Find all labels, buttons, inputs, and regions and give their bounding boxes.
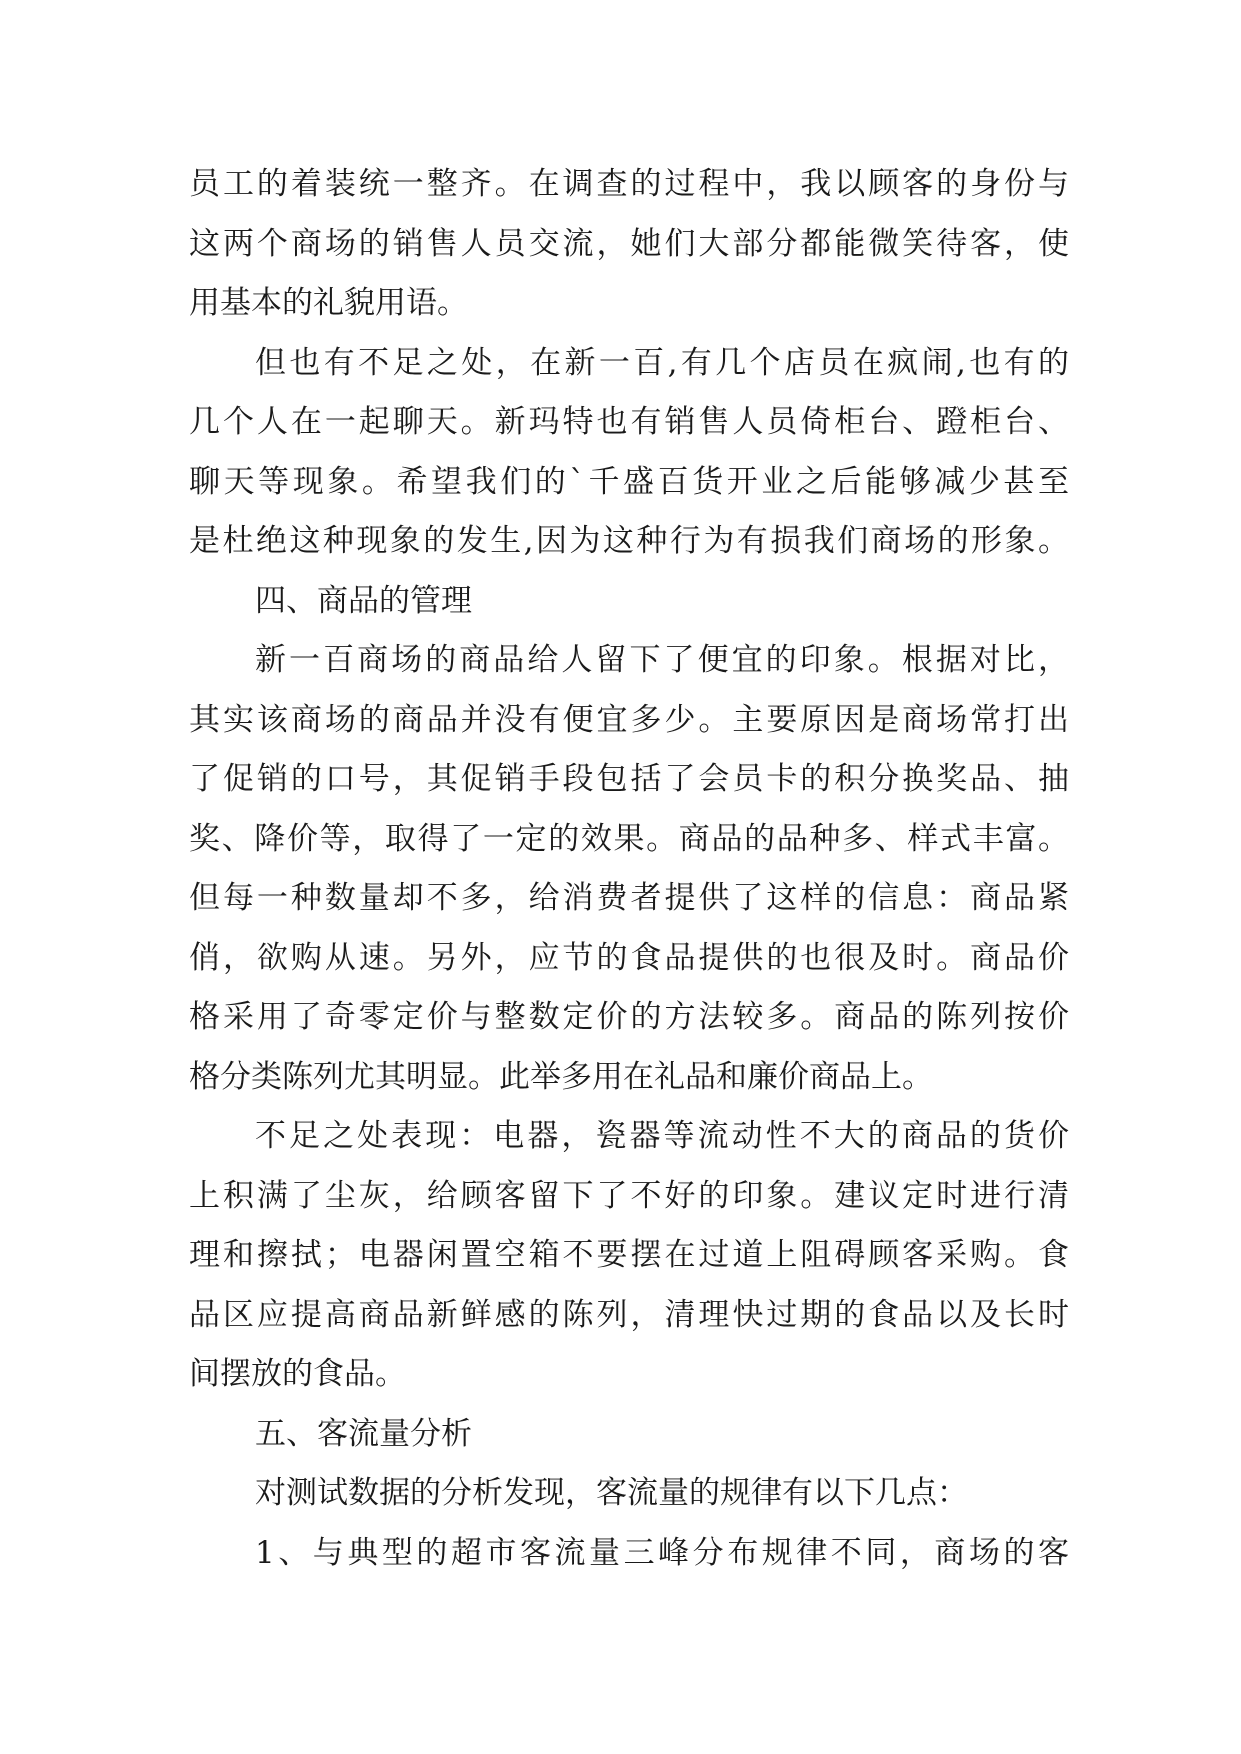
text-line: 几个人在一起聊天。新玛特也有销售人员倚柜台、蹬柜台、 [189,404,1069,440]
text-line: 用基本的礼貌用语。 [189,285,468,321]
text-line: 新一百商场的商品给人留下了便宜的印象。根据对比， [255,642,1069,678]
text-line: 格分类陈列尤其明显。此举多用在礼品和廉价商品上。 [189,1058,933,1095]
text-line: 对测试数据的分析发现，客流量的规律有以下几点： [255,1475,968,1511]
text-line: 不足之处表现：电器，瓷器等流动性不大的商品的货价 [255,1118,1069,1154]
text-line: 1、与典型的超市客流量三峰分布规律不同，商场的客 [255,1534,1069,1571]
text-line: 俏，欲购从速。另外，应节的食品提供的也很及时。商品价 [189,939,1069,976]
text-line: 但每一种数量却不多，给消费者提供了这样的信息：商品紧 [189,880,1069,916]
document-body [189,155,1069,1583]
text-line: 四、商品的管理 [255,582,472,619]
text-line: 理和擦拭；电器闲置空箱不要摆在过道上阻碍顾客采购。食 [189,1237,1069,1273]
text-line: 上积满了尘灰，给顾客留下了不好的印象。建议定时进行清 [189,1177,1069,1214]
text-line: 奖、降价等，取得了一定的效果。商品的品种多、样式丰富。 [189,820,1069,857]
text-line: 聊天等现象。希望我们的`千盛百货开业之后能够减少甚至 [189,463,1069,500]
text-line: 格采用了奇零定价与整数定价的方法较多。商品的陈列按价 [189,999,1069,1035]
text-line: 员工的着装统一整齐。在调查的过程中，我以顾客的身份与 [189,166,1069,202]
text-line: 但也有不足之处，在新一百,有几个店员在疯闹,也有的 [255,344,1069,381]
text-line: 这两个商场的销售人员交流，她们大部分都能微笑待客，使 [189,225,1069,262]
text-line: 其实该商场的商品并没有便宜多少。主要原因是商场常打出 [189,701,1069,738]
text-line: 间摆放的食品。 [189,1356,406,1392]
text-line: 五、客流量分析 [255,1415,472,1452]
text-line: 是杜绝这种现象的发生,因为这种行为有损我们商场的形象。 [189,523,1069,559]
text-line: 品区应提高商品新鲜感的陈列，清理快过期的食品以及长时 [189,1296,1069,1333]
text-line: 了促销的口号，其促销手段包括了会员卡的积分换奖品、抽 [189,761,1069,797]
